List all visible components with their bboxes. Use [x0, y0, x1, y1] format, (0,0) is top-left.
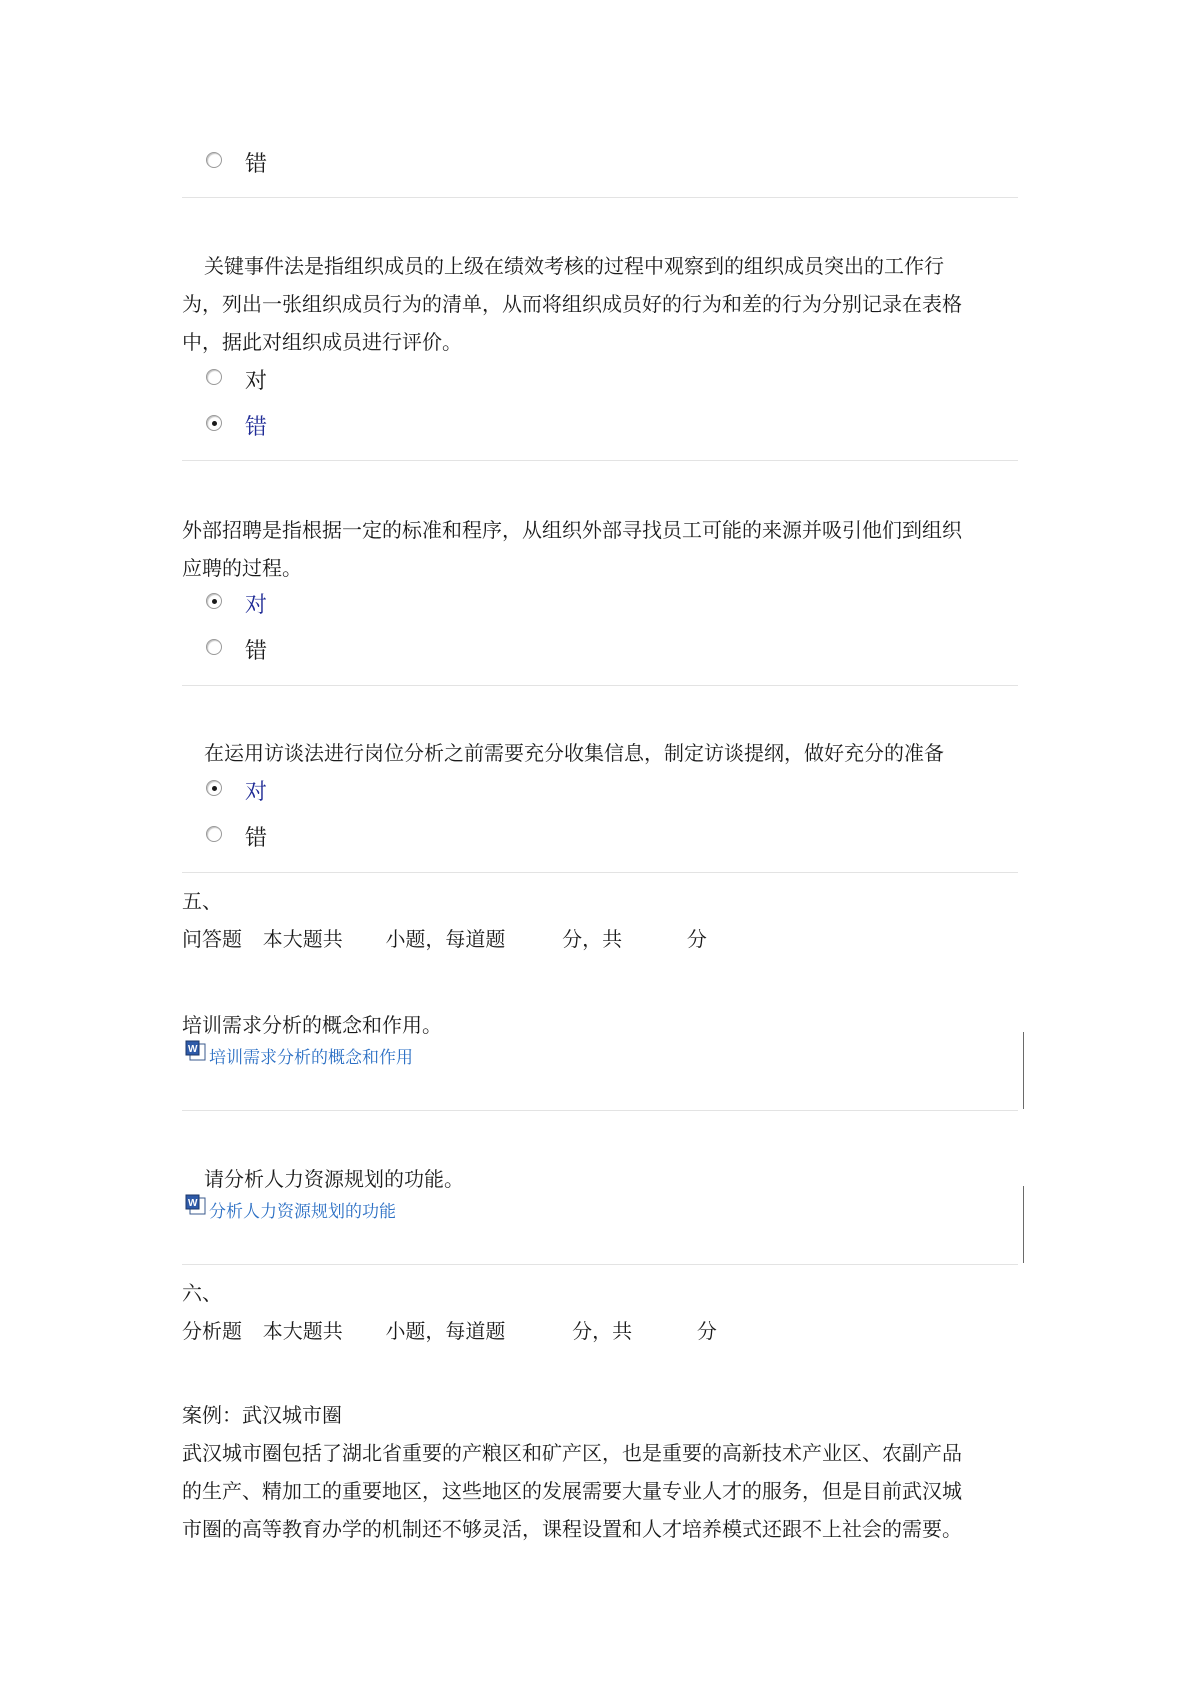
- section-total-label: 分: [686, 927, 707, 951]
- radio-option-right-selected[interactable]: [206, 593, 222, 609]
- case-text-line: 市圈的高等教育办学的机制还不够灵活，课程设置和人才培养模式还跟不上社会的需要。: [182, 1517, 962, 1541]
- word-document-icon: [185, 1040, 207, 1062]
- section-count-label: 本大题共: [262, 927, 343, 951]
- svg-text:W: W: [188, 1198, 198, 1209]
- qa-question-text: 培训需求分析的概念和作用。: [182, 1013, 442, 1037]
- question-divider: [182, 872, 1018, 873]
- radio-option-wrong-selected[interactable]: [206, 415, 222, 431]
- case-text-line: 武汉城市圈包括了湖北省重要的产粮区和矿产区，也是重要的高新技术产业区、农副产品: [182, 1441, 962, 1465]
- question-text-line: 外部招聘是指根据一定的标准和程序，从组织外部寻找员工可能的来源并吸引他们到组织: [182, 518, 962, 542]
- question-text-line: 为，列出一张组织成员行为的清单，从而将组织成员好的行为和差的行为分别记录在表格: [182, 292, 962, 316]
- section-points-label: 分，共: [562, 927, 623, 951]
- option-label-wrong: 错: [245, 639, 268, 664]
- section-type: 分析题: [182, 1319, 242, 1343]
- option-label-right: 对: [245, 369, 268, 394]
- section-number: 五、: [182, 889, 222, 913]
- option-label-right: 对: [245, 593, 268, 618]
- section-per-question-label: 小题，每道题: [385, 1319, 506, 1343]
- section-header: [182, 1312, 717, 1350]
- section-count-label: 本大题共: [262, 1319, 343, 1343]
- question-divider: [182, 460, 1018, 461]
- radio-checked-dot: [212, 599, 217, 604]
- question-divider: [182, 685, 1018, 686]
- radio-option-right[interactable]: [206, 369, 222, 385]
- attachment-link[interactable]: 培训需求分析的概念和作用: [209, 1048, 413, 1068]
- option-label-right: 对: [245, 780, 268, 805]
- section-header: [182, 920, 707, 958]
- answer-box-edge: [1023, 1032, 1024, 1109]
- question-divider: [182, 197, 1018, 198]
- section-points-label: 分，共: [572, 1319, 633, 1343]
- section-number: 六、: [182, 1281, 222, 1305]
- section-type: 问答题: [182, 927, 242, 951]
- svg-text:W: W: [188, 1044, 198, 1055]
- section-total-label: 分: [696, 1319, 717, 1343]
- word-document-icon: [185, 1194, 207, 1216]
- radio-checked-dot: [212, 421, 217, 426]
- option-label-wrong: 错: [245, 826, 268, 851]
- question-divider: [182, 1264, 1018, 1265]
- radio-option-right-selected[interactable]: [206, 780, 222, 796]
- case-title: 案例：武汉城市圈: [182, 1403, 342, 1427]
- radio-option-wrong[interactable]: [206, 639, 222, 655]
- answer-box-edge: [1023, 1186, 1024, 1263]
- qa-question-text: 请分析人力资源规划的功能。: [204, 1167, 464, 1191]
- question-text-line: 中，据此对组织成员进行评价。: [182, 330, 462, 354]
- case-text-line: 的生产、精加工的重要地区，这些地区的发展需要大量专业人才的服务，但是目前武汉城: [182, 1479, 962, 1503]
- question-text-line: 应聘的过程。: [182, 556, 302, 580]
- radio-option-wrong[interactable]: [206, 826, 222, 842]
- question-text-line: 在运用访谈法进行岗位分析之前需要充分收集信息，制定访谈提纲，做好充分的准备: [204, 741, 944, 765]
- radio-checked-dot: [212, 786, 217, 791]
- option-label-wrong: 错: [245, 152, 268, 177]
- section-per-question-label: 小题，每道题: [385, 927, 506, 951]
- radio-option-wrong[interactable]: [206, 152, 222, 168]
- question-text-line: 关键事件法是指组织成员的上级在绩效考核的过程中观察到的组织成员突出的工作行: [204, 254, 944, 278]
- question-divider: [182, 1110, 1018, 1111]
- attachment-link[interactable]: 分析人力资源规划的功能: [209, 1202, 396, 1222]
- option-label-wrong: 错: [245, 415, 268, 440]
